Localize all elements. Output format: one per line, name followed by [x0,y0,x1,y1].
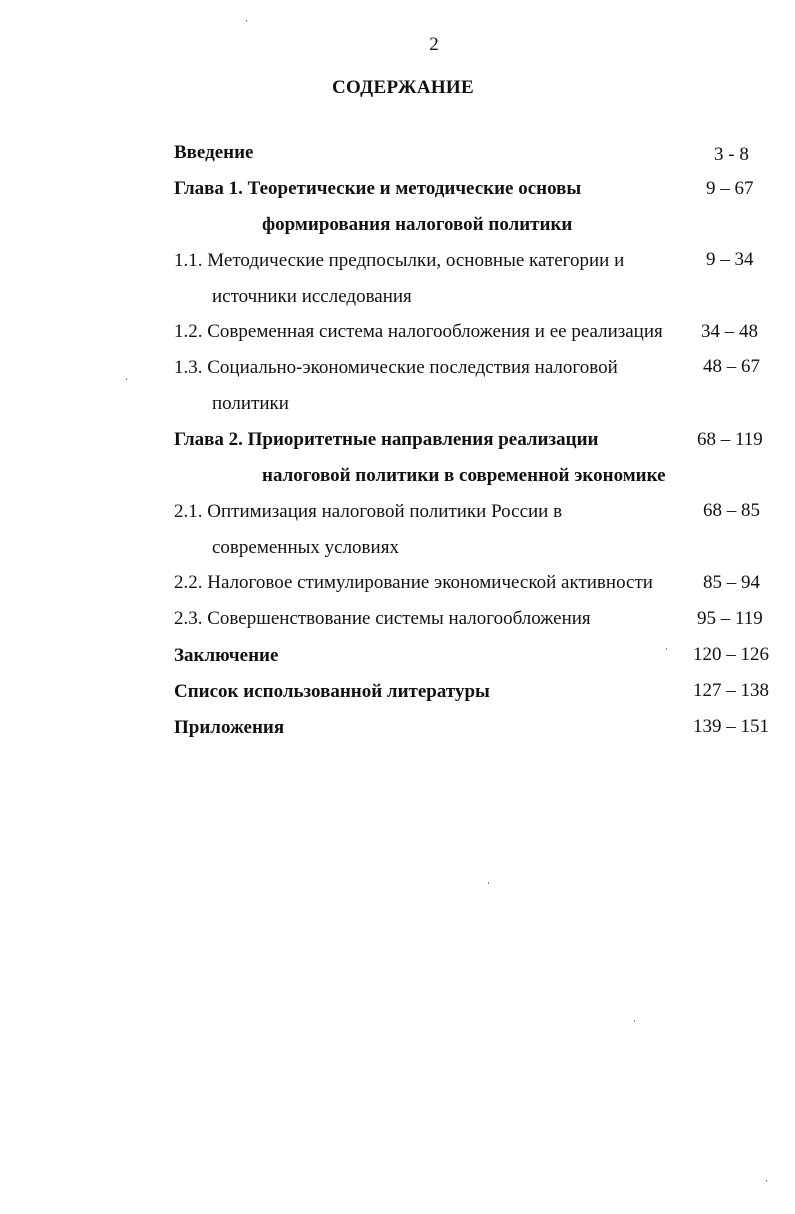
scan-speck [126,378,127,380]
scan-speck [766,1180,767,1182]
toc-entry-pages: 85 – 94 [703,572,760,593]
toc-entry-label: 1.3. Социально-экономические последствия налоговой [174,357,618,378]
toc-entry-pages: 68 – 85 [703,500,760,521]
toc-entry-label: Заключение [174,645,279,666]
toc-entry-label: 2.1. Оптимизация налоговой политики России в [174,501,563,522]
toc-title: СОДЕРЖАНИЕ [332,77,474,98]
toc-entry-label: 2.3. Совершенствование системы налогообложения [174,608,591,629]
toc-entry-pages: 48 – 67 [703,356,760,377]
toc-entry-pages: 95 – 119 [697,608,763,629]
toc-entry-label: 2.2. Налоговое стимулирование экономической активности [174,572,653,593]
scan-speck [246,20,247,22]
toc-entry-pages: 9 – 34 [706,249,754,270]
toc-entry-label: Введение [174,142,254,163]
toc-entry-pages: 9 – 67 [706,178,754,199]
toc-entry-label-continued: налоговой политики в современной экономике [262,465,666,486]
toc-entry-pages: 68 – 119 [697,429,763,450]
scan-speck [666,648,667,650]
toc-entry-pages: 139 – 151 [693,716,769,737]
toc-entry-label-continued: современных условиях [212,537,399,558]
page-number: 2 [429,34,439,55]
toc-entry-pages: 34 – 48 [701,321,758,342]
scan-speck [488,882,489,884]
toc-entry-label: 1.1. Методические предпосылки, основные категории и [174,250,625,271]
scan-speck [634,1020,635,1022]
toc-entry-label-continued: источники исследования [212,286,412,307]
toc-entry-pages: 127 – 138 [693,680,769,701]
toc-entry-pages: 3 - 8 [714,144,749,165]
toc-entry-label: 1.2. Современная система налогообложения и ее реализация [174,321,663,342]
toc-entry-pages: 120 – 126 [693,644,769,665]
toc-entry-label: Список использованной литературы [174,681,490,702]
toc-entry-label-continued: формирования налоговой политики [262,214,573,235]
toc-entry-label: Глава 1. Теоретические и методические основы [174,178,582,199]
toc-entry-label: Приложения [174,717,285,738]
toc-entry-label: Глава 2. Приоритетные направления реализации [174,429,599,450]
toc-entry-label-continued: политики [212,393,289,414]
